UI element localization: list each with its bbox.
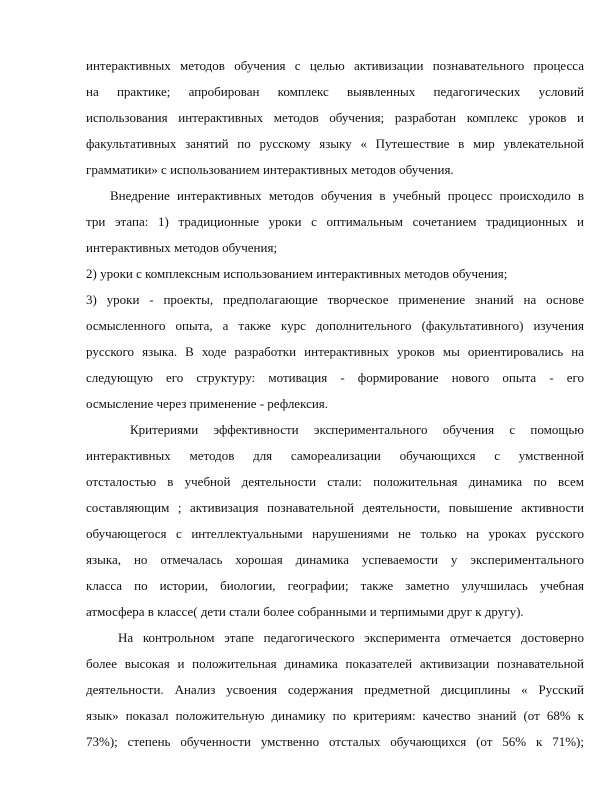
- list-item: 2) уроки с комплексным использованием интерактивных методов обучения;: [86, 266, 508, 281]
- text-line: следующую его структуру: мотивация - формирование нового опыта - его: [86, 370, 584, 385]
- text-line: интерактивных методов обучения;: [86, 240, 278, 255]
- text-line: более высокая и положительная динамика показателей активизации познавательной: [86, 656, 584, 671]
- text-line: использования интерактивных методов обучения; разработан комплекс уроков и: [86, 110, 584, 125]
- paragraph-first-line: Внедрение интерактивных методов обучения в учебный процесс происходило в: [110, 188, 584, 203]
- list-item: 3) уроки - проекты, предполагающие творческое применение знаний на основе: [86, 292, 584, 307]
- text-line: интерактивных методов для самореализации обучающихся с умственной: [86, 448, 584, 463]
- text-line: осмысление через применение - рефлексия.: [86, 396, 329, 411]
- text-line: на практике; апробирован комплекс выявленных педагогических условий: [86, 84, 584, 99]
- text-line: составляющим ; активизация познавательной деятельности, повышение активности: [86, 500, 584, 515]
- text-line: деятельности. Анализ усвоения содержания предметной дисциплины « Русский: [86, 682, 584, 697]
- text-line: язык» показал положительную динамику по критериям: качество знаний (от 68% к: [86, 708, 584, 723]
- text-line: русского языка. В ходе разработки интерактивных уроков мы ориентировались на: [86, 344, 584, 359]
- text-line: факультативных занятий по русскому языку « Путешествие в мир увлекательной: [86, 136, 584, 151]
- text-line: три этапа: 1) традиционные уроки с оптимальным сочетанием традиционных и: [86, 214, 584, 229]
- paragraph-first-line: На контрольном этапе педагогического эксперимента отмечается достоверно: [118, 630, 584, 645]
- text-line: языка, но отмечалась хорошая динамика успеваемости у экспериментального: [86, 552, 584, 567]
- text-line: класса по истории, биологии, географии; также заметно улучшилась учебная: [86, 578, 584, 593]
- text-line: атмосфера в классе( дети стали более собранными и терпимыми друг к другу).: [86, 604, 524, 619]
- text-line: обучающегося с интеллектуальными нарушениями не только на уроках русского: [86, 526, 584, 541]
- text-line: интерактивных методов обучения с целью активизации познавательного процесса: [86, 58, 584, 73]
- paragraph-first-line: Критериями эффективности экспериментального обучения с помощью: [130, 422, 584, 437]
- text-line: 73%); степень обученности умственно отсталых обучающихся (от 56% к 71%);: [86, 734, 584, 749]
- text-line: отсталостью в учебной деятельности стали: положительная динамика по всем: [86, 474, 584, 489]
- text-line: грамматики» с использованием интерактивных методов обучения.: [86, 162, 454, 177]
- text-line: осмысленного опыта, а также курс дополнительного (факультативного) изучения: [86, 318, 584, 333]
